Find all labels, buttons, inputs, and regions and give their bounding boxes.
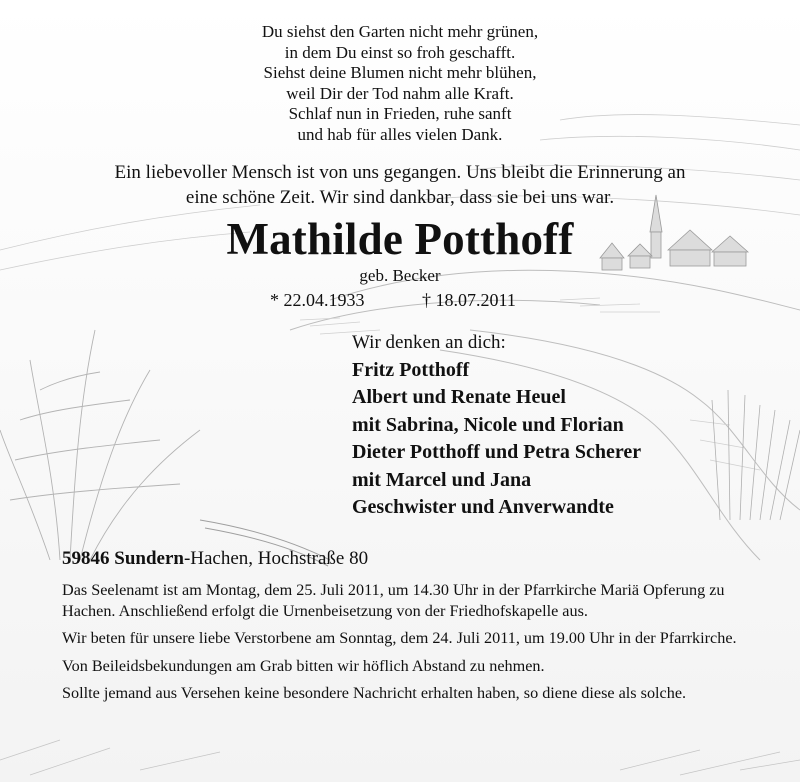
mourner-name: Dieter Potthoff und Petra Scherer bbox=[352, 441, 642, 463]
poem bbox=[0, 22, 800, 145]
mourner-name: Geschwister und Anverwandte bbox=[352, 496, 614, 518]
service-notes bbox=[62, 580, 742, 711]
intro-text bbox=[0, 160, 800, 210]
address-city: 59846 Sundern bbox=[62, 548, 184, 569]
death-date: † 18.07.2011 bbox=[422, 290, 516, 310]
poem-line: Du siehst den Garten nicht mehr grünen, bbox=[261, 22, 539, 41]
mourner-name: Albert und Renate Heuel bbox=[352, 386, 566, 408]
poem-line: in dem Du einst so froh geschafft. bbox=[284, 42, 516, 62]
note-paragraph: Von Beileidsbekundungen am Grab bitten wir höflich Abstand zu nehmen. bbox=[62, 656, 545, 675]
maiden-name: geb. Becker bbox=[359, 266, 441, 285]
poem-line: Siehst deine Blumen nicht mehr blühen, bbox=[263, 63, 537, 82]
note-paragraph: Sollte jemand aus Versehen keine besondere Nachricht erhalten haben, so diene diese als solche. bbox=[62, 684, 687, 702]
family-address bbox=[62, 547, 762, 571]
mourners-lead: Wir denken an dich: bbox=[352, 332, 506, 353]
poem-line: und hab für alles vielen Dank. bbox=[297, 124, 503, 144]
intro-line: eine schöne Zeit. Wir sind dankbar, dass sie bei uns war. bbox=[185, 187, 615, 208]
deceased-name: Mathilde Potthoff bbox=[226, 214, 574, 264]
note-paragraph: Wir beten für unsere liebe Verstorbene am Sonntag, dem 24. Juli 2011, um 19.00 Uhr in der Pfarrkirche. bbox=[62, 629, 737, 647]
mourner-name: mit Sabrina, Nicole und Florian bbox=[352, 413, 624, 436]
poem-line: weil Dir der Tod nahm alle Kraft. bbox=[286, 83, 514, 103]
intro-line: Ein liebevoller Mensch ist von uns gegangen. Uns bleibt die Erinnerung an bbox=[114, 162, 686, 183]
address-street: -Hachen, Hochstraße 80 bbox=[183, 548, 369, 569]
note-paragraph: Das Seelenamt ist am Montag, dem 25. Juli 2011, um 14.30 Uhr in der Pfarrkirche Mariä Opferung zu Hachen. Anschließend erfolgt die Urnenbeisetzung von der Friedhofskapelle aus. bbox=[62, 581, 725, 620]
birth-date: * 22.04.1933 bbox=[270, 290, 365, 310]
mourner-name: Fritz Potthoff bbox=[352, 358, 470, 381]
mourner-name: mit Marcel und Jana bbox=[352, 468, 532, 491]
mourners-list bbox=[352, 329, 782, 522]
poem-line: Schlaf nun in Frieden, ruhe sanft bbox=[288, 104, 512, 123]
